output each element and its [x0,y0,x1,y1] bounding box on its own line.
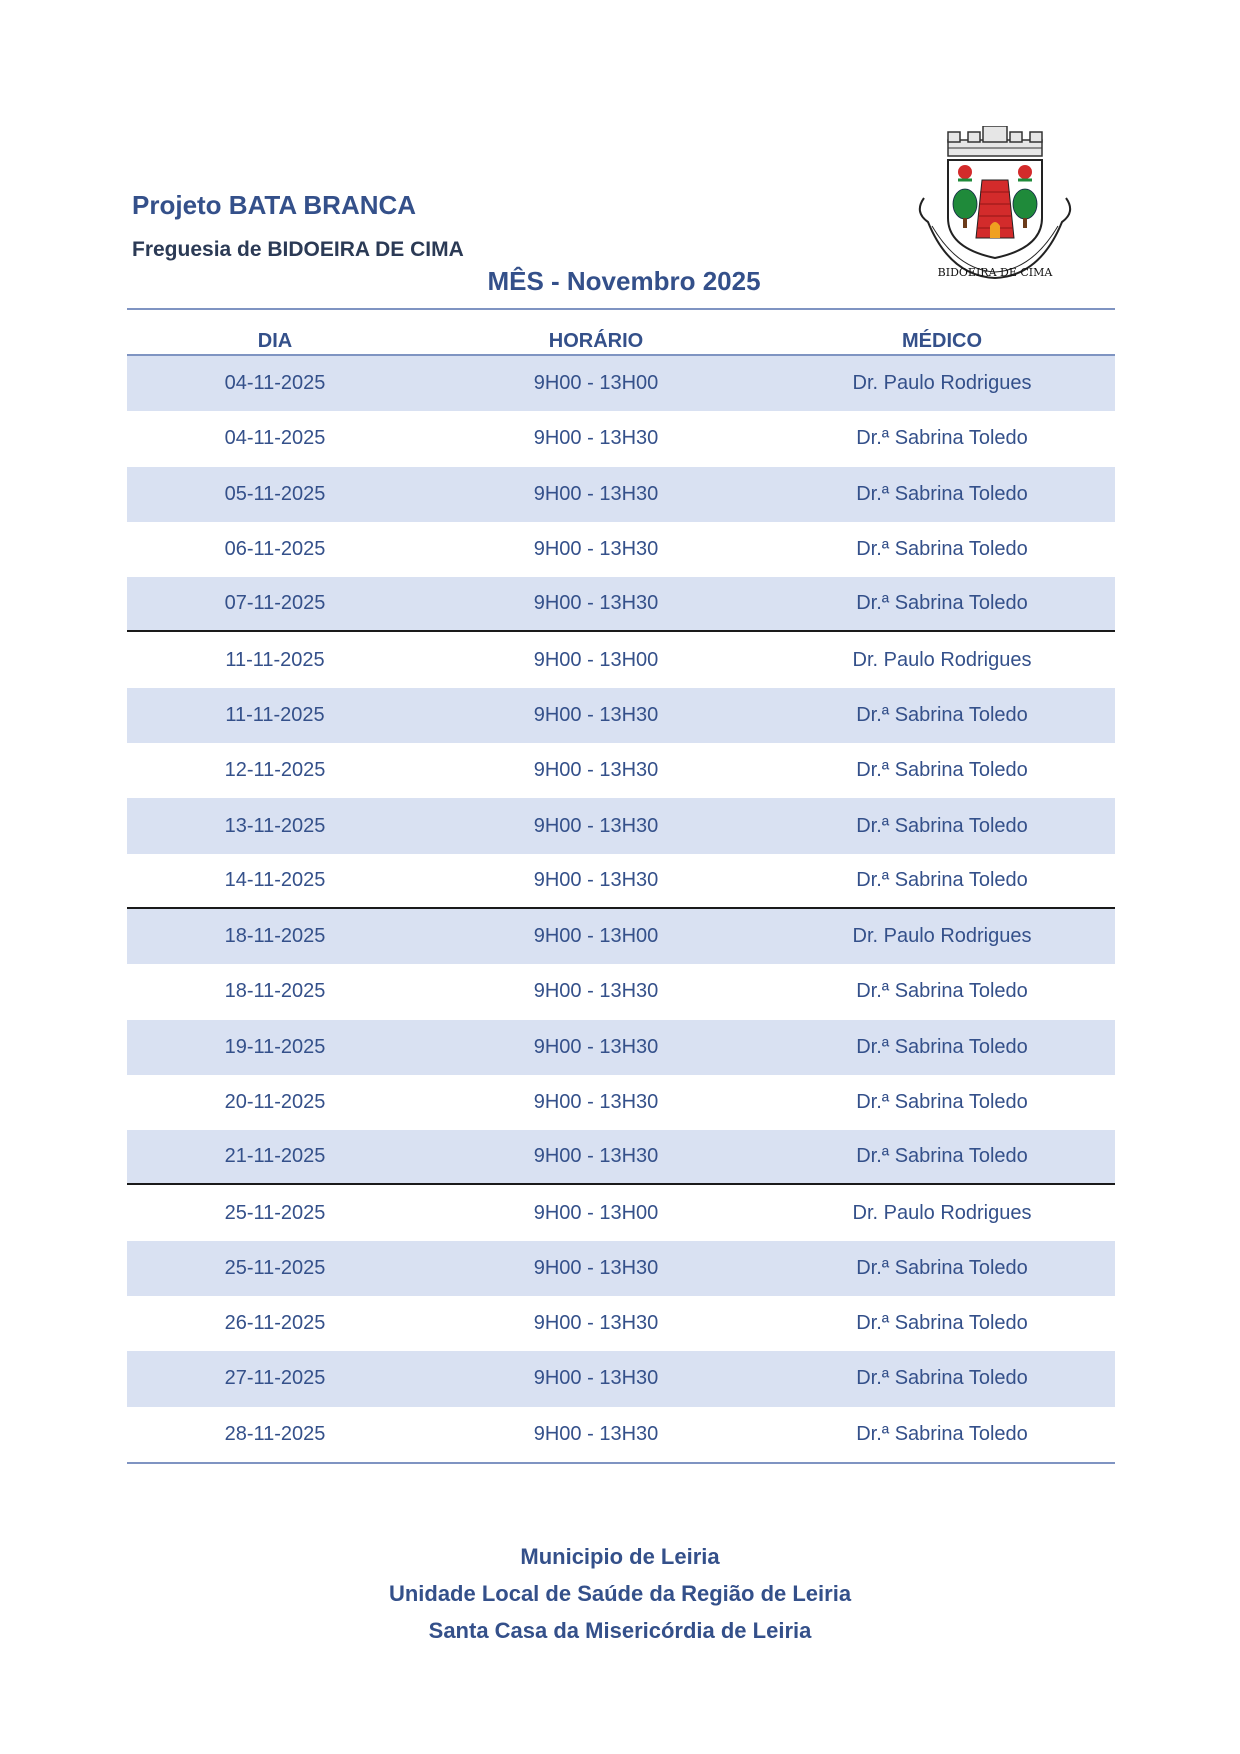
cell-horario: 9H00 - 13H30 [533,1367,659,1390]
coat-of-arms-logo [910,126,1080,286]
schedule-table [127,308,1115,1464]
cell-medico: Dr.ª Sabrina Toledo [856,980,1028,1003]
column-header-horario: HORÁRIO [548,330,644,352]
table-row [127,1296,1115,1351]
table-header [127,310,1115,356]
cell-dia: 18-11-2025 [224,980,326,1003]
cell-dia: 13-11-2025 [224,814,326,837]
cell-dia: 07-11-2025 [224,592,326,615]
cell-dia: 04-11-2025 [224,427,326,450]
cell-medico: Dr. Paulo Rodrigues [852,925,1032,948]
table-row [127,1241,1115,1296]
table-row [127,467,1115,522]
cell-dia: 14-11-2025 [224,868,326,891]
cell-dia: 05-11-2025 [224,482,326,505]
cell-medico: Dr.ª Sabrina Toledo [856,1256,1028,1279]
cell-horario: 9H00 - 13H00 [533,1201,659,1224]
footer-line-uls: Unidade Local de Saúde da Região de Leiria [388,1581,852,1606]
cell-horario: 9H00 - 13H30 [533,1256,659,1279]
cell-horario: 9H00 - 13H30 [533,1145,659,1168]
cell-horario: 9H00 - 13H30 [533,1035,659,1058]
cell-dia: 11-11-2025 [225,648,325,671]
cell-horario: 9H00 - 13H30 [533,1091,659,1113]
table-row [127,577,1115,632]
cell-horario: 9H00 - 13H30 [533,1422,659,1445]
cell-dia: 20-11-2025 [224,1091,326,1113]
table-row [127,356,1115,411]
table-row [127,688,1115,743]
table-row [127,798,1115,853]
cell-dia: 27-11-2025 [224,1367,326,1390]
table-row [127,1351,1115,1406]
table-row [127,1407,1115,1462]
cell-dia: 26-11-2025 [224,1312,326,1335]
project-title: Projeto BATA BRANCA [132,190,417,220]
cell-horario: 9H00 - 13H30 [533,538,659,561]
table-body [127,356,1115,1462]
cell-medico: Dr. Paulo Rodrigues [852,648,1032,671]
cell-horario: 9H00 - 13H30 [533,592,659,615]
cell-dia: 25-11-2025 [224,1256,326,1279]
cell-medico: Dr.ª Sabrina Toledo [856,868,1028,891]
cell-horario: 9H00 - 13H00 [533,925,659,948]
cell-medico: Dr.ª Sabrina Toledo [856,703,1028,726]
mural-crown-icon [948,126,1042,156]
cell-horario: 9H00 - 13H30 [533,427,659,450]
cell-horario: 9H00 - 13H00 [533,372,659,395]
table-row [127,1185,1115,1240]
cell-medico: Dr.ª Sabrina Toledo [856,1367,1028,1390]
footer [0,1538,1240,1649]
cell-medico: Dr.ª Sabrina Toledo [856,427,1028,450]
parish-subtitle: Freguesia de BIDOEIRA DE CIMA [132,238,464,261]
cell-horario: 9H00 - 13H30 [533,980,659,1003]
cell-dia: 25-11-2025 [224,1201,326,1224]
column-header-medico: MÉDICO [902,330,982,352]
cell-horario: 9H00 - 13H00 [533,648,659,671]
cell-dia: 12-11-2025 [224,759,326,782]
table-row [127,743,1115,798]
cell-medico: Dr.ª Sabrina Toledo [856,759,1028,782]
crest-banner-text: BIDOEIRA DE CIMA [937,266,1053,279]
table-row [127,854,1115,909]
cell-medico: Dr. Paulo Rodrigues [852,1201,1032,1224]
cell-horario: 9H00 - 13H30 [533,868,659,891]
table-row [127,411,1115,466]
cell-horario: 9H00 - 13H30 [533,814,659,837]
cell-medico: Dr.ª Sabrina Toledo [856,1091,1028,1113]
cell-dia: 04-11-2025 [224,372,326,395]
cell-dia: 19-11-2025 [224,1035,326,1058]
cell-dia: 21-11-2025 [224,1145,326,1168]
cell-medico: Dr. Paulo Rodrigues [852,372,1032,395]
cell-dia: 18-11-2025 [224,925,326,948]
table-row [127,1130,1115,1185]
footer-line-santa-casa: Santa Casa da Misericórdia de Leiria [428,1618,812,1643]
table-row [127,964,1115,1019]
cell-medico: Dr.ª Sabrina Toledo [856,1312,1028,1335]
table-row [127,1075,1115,1130]
cell-horario: 9H00 - 13H30 [533,482,659,505]
table-row [127,909,1115,964]
cell-horario: 9H00 - 13H30 [533,1312,659,1335]
cell-medico: Dr.ª Sabrina Toledo [856,1035,1028,1058]
cell-horario: 9H00 - 13H30 [533,759,659,782]
cell-medico: Dr.ª Sabrina Toledo [856,1422,1028,1445]
table-row [127,522,1115,577]
table-row [127,1020,1115,1075]
column-header-dia: DIA [257,330,293,352]
cell-medico: Dr.ª Sabrina Toledo [856,592,1028,615]
cell-dia: 11-11-2025 [225,703,325,726]
cell-horario: 9H00 - 13H30 [533,703,659,726]
cell-dia: 06-11-2025 [224,538,326,561]
table-row [127,632,1115,687]
cell-medico: Dr.ª Sabrina Toledo [856,814,1028,837]
cell-medico: Dr.ª Sabrina Toledo [856,482,1028,505]
month-heading: MÊS - Novembro 2025 [487,266,761,296]
cell-medico: Dr.ª Sabrina Toledo [856,1145,1028,1168]
footer-line-municipio: Municipio de Leiria [520,1544,720,1569]
cell-medico: Dr.ª Sabrina Toledo [856,538,1028,561]
cell-dia: 28-11-2025 [224,1422,326,1445]
